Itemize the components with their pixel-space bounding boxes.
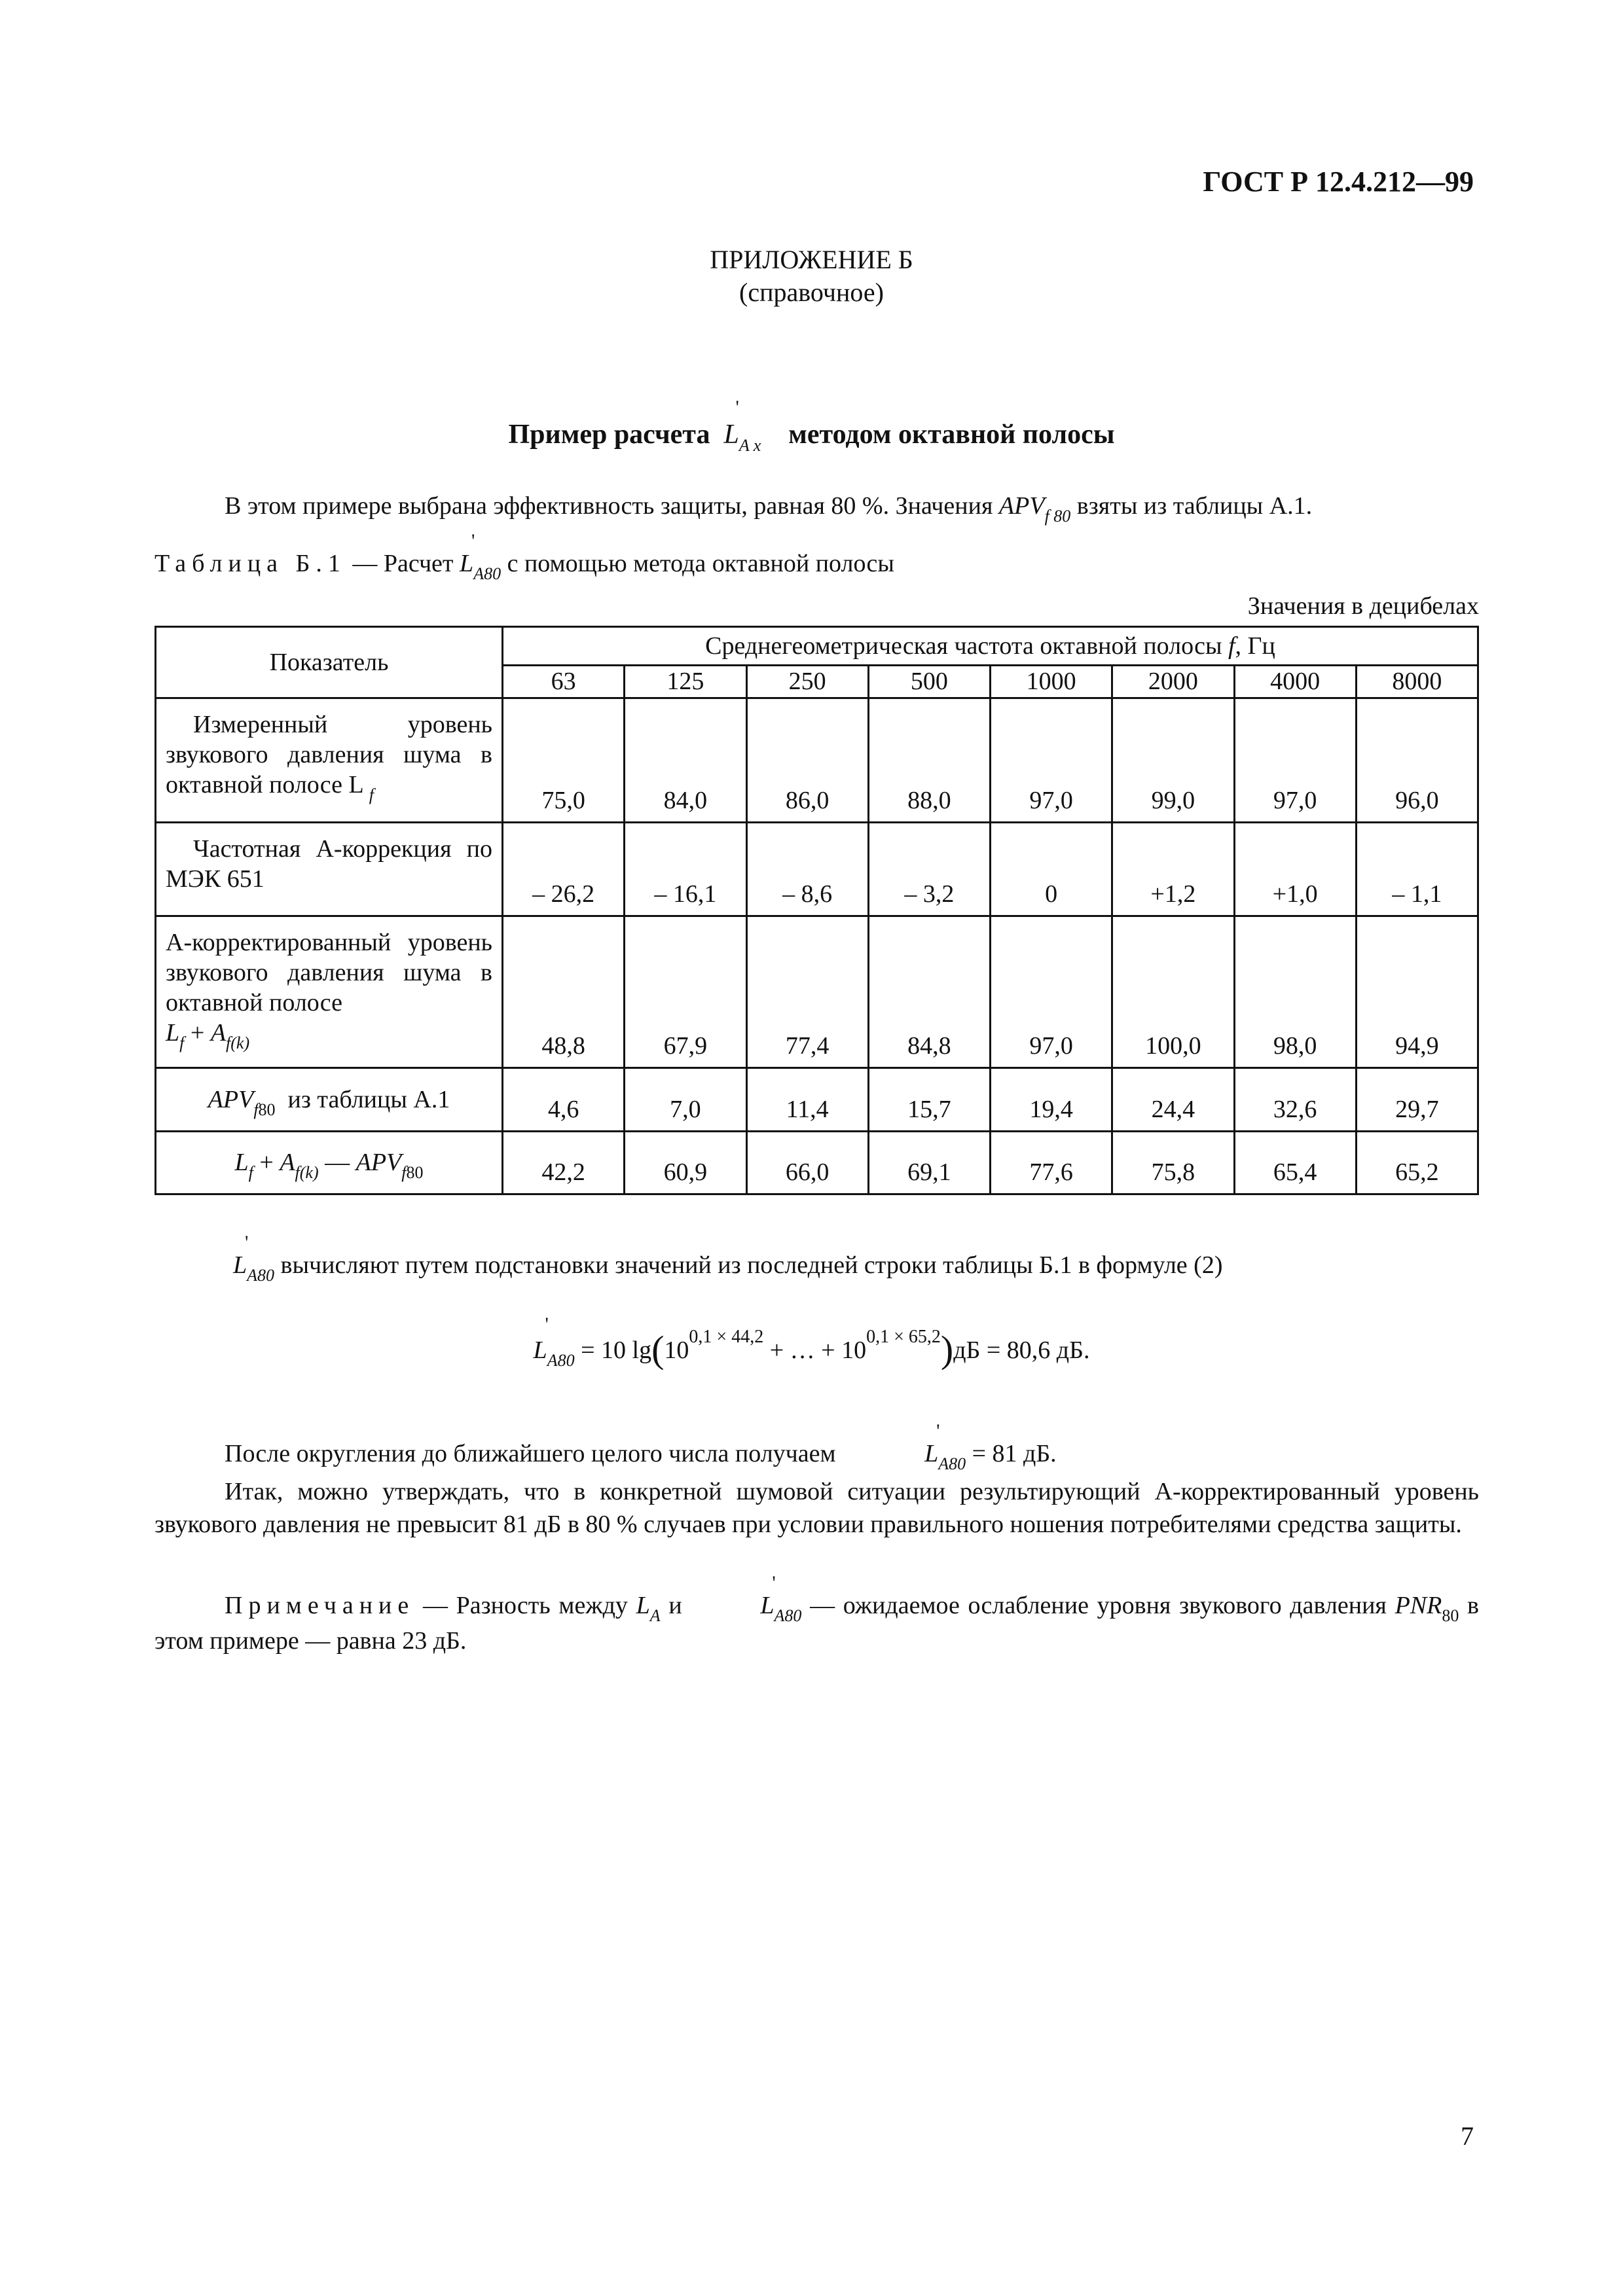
table-cell: – 1,1: [1356, 823, 1478, 916]
row-label: Измеренный уровень звукового давления шума в октавной полосе L $_f$: [156, 698, 503, 823]
table-cell: – 16,1: [625, 823, 746, 916]
section-title-prefix: Пример расчета: [508, 420, 710, 450]
freq-cell: 1000: [991, 665, 1112, 698]
freq-cell: 2000: [1112, 665, 1234, 698]
calculation-table: [155, 626, 1479, 1195]
table-cell: 4,6: [503, 1068, 625, 1131]
table-cell: 0: [991, 823, 1112, 916]
standard-number: ГОСТ Р 12.4.212—99: [1203, 166, 1474, 198]
units-note: Значения в децибелах: [1247, 592, 1479, 620]
table-cell: – 26,2: [503, 823, 625, 916]
table-cell: 98,0: [1234, 916, 1356, 1067]
appendix-heading: [0, 243, 1623, 309]
table-cell: 100,0: [1112, 916, 1234, 1067]
formula: L ' $_{A80}$ = 10 $\lg(10^{0,1 \times 44,2}$ + … + $10^{0,1 \times 65,2})дБ = 80,6$ дБ.: [533, 1314, 1090, 1371]
table-cell: 77,4: [746, 916, 868, 1067]
table-row: [156, 1131, 1478, 1194]
table-row: [156, 1068, 1478, 1131]
table-cell: 24,4: [1112, 1068, 1234, 1131]
table-cell: 7,0: [625, 1068, 746, 1131]
table-cell: 11,4: [746, 1068, 868, 1131]
intro-paragraph: В этом примере выбрана эффективность защиты, равная 80 %. Значения $APV_{f 80}$ взяты из таблицы А.1.: [225, 492, 1313, 526]
table-cell: 97,0: [991, 916, 1112, 1067]
freq-cell: 63: [503, 665, 625, 698]
freq-cell: 125: [625, 665, 746, 698]
table-cell: 19,4: [991, 1068, 1112, 1131]
col-header-indicator: Показатель: [156, 627, 503, 698]
table-row: [156, 823, 1478, 916]
table-cell: 97,0: [1234, 698, 1356, 823]
table-caption: Таблица Б.1 — Расчет L ' $_{A80}$ с помощью метода октавной полосы: [155, 530, 894, 583]
table-cell: 32,6: [1234, 1068, 1356, 1131]
rounding-paragraph: После округления до ближайшего целого числа получаем L ' $_{A80}$ = 81 дБ.: [225, 1420, 1057, 1473]
freq-cell: 250: [746, 665, 868, 698]
table-cell: 69,1: [868, 1131, 990, 1194]
note-paragraph: Примечание — Разность между $L_A$ и L ' $_{A80}$ — ожидаемое ослабление уровня звукового давления $PNR_{80}$ в этом примере — равна 23 дБ.: [155, 1572, 1479, 1655]
page-number: 7: [1461, 2121, 1474, 2151]
section-title: [0, 397, 1623, 455]
row-label: A-корректированный уровень звукового давления шума в октавной полосе $L_f + A_{f(k)}$: [156, 916, 503, 1067]
table-cell: 65,4: [1234, 1131, 1356, 1194]
table-cell: 77,6: [991, 1131, 1112, 1194]
freq-cell: 4000: [1234, 665, 1356, 698]
table-cell: 88,0: [868, 698, 990, 823]
row-label: $APV_{f80}$ из таблицы А.1: [156, 1068, 503, 1131]
table-cell: 66,0: [746, 1131, 868, 1194]
table-cell: 84,8: [868, 916, 990, 1067]
table-cell: 96,0: [1356, 698, 1478, 823]
row-label: $L_f + A_{f(k)}$ — $APV_{f80}$: [156, 1131, 503, 1194]
table-cell: 84,0: [625, 698, 746, 823]
row-label: Частотная A-коррекция по МЭК 651: [156, 823, 503, 916]
table-cell: 29,7: [1356, 1068, 1478, 1131]
table-cell: 94,9: [1356, 916, 1478, 1067]
table-cell: 15,7: [868, 1068, 990, 1131]
appendix-title: ПРИЛОЖЕНИЕ Б: [710, 245, 913, 274]
conclusion-paragraph: Итак, можно утверждать, что в конкретной шумовой ситуации результирующий A-корректированный уровень звукового давления не превысит 81 дБ в 80 % случаев при условии правильного ношения потребителями средства защиты.: [155, 1478, 1479, 1538]
freq-cell: 8000: [1356, 665, 1478, 698]
calc-note: L ' $_{A80}$ вычисляют путем подстановки значений из последней строки таблицы Б.1 в формуле (2): [233, 1232, 1223, 1285]
table-row: [156, 916, 1478, 1067]
table-cell: 86,0: [746, 698, 868, 823]
table-cell: – 8,6: [746, 823, 868, 916]
appendix-subtitle: (справочное): [739, 278, 884, 307]
table-cell: 65,2: [1356, 1131, 1478, 1194]
table-cell: 60,9: [625, 1131, 746, 1194]
freq-cell: 500: [868, 665, 990, 698]
table-cell: 97,0: [991, 698, 1112, 823]
table-cell: 75,0: [503, 698, 625, 823]
table-cell: +1,0: [1234, 823, 1356, 916]
table-cell: 99,0: [1112, 698, 1234, 823]
table-cell: 75,8: [1112, 1131, 1234, 1194]
table-cell: +1,2: [1112, 823, 1234, 916]
table-row: [156, 698, 1478, 823]
freq-header: Среднегеометрическая частота октавной полосы f, Гц: [503, 627, 1478, 666]
section-title-suffix: методом октавной полосы: [788, 420, 1115, 450]
table-cell: 48,8: [503, 916, 625, 1067]
section-title-symbol: L ' $_{A x}$: [723, 397, 761, 455]
table-cell: – 3,2: [868, 823, 990, 916]
table-cell: 42,2: [503, 1131, 625, 1194]
table-cell: 67,9: [625, 916, 746, 1067]
